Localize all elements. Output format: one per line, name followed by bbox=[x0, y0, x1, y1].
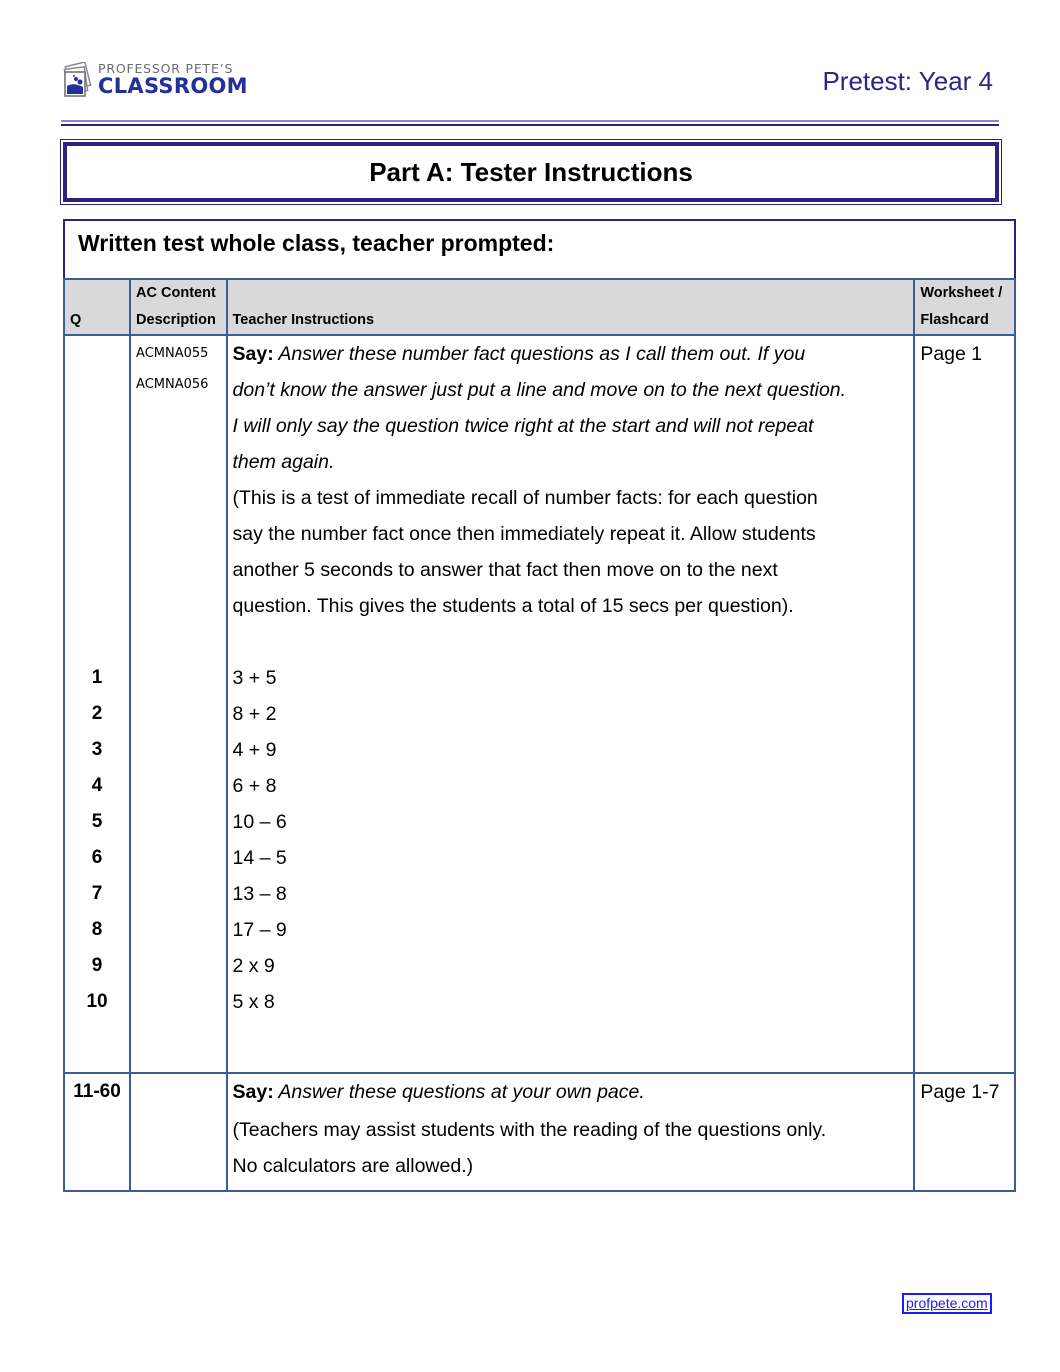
number-fact: 4 + 9 bbox=[232, 739, 277, 761]
note-line: say the number fact once then immediately repeat it. Allow students bbox=[232, 523, 816, 545]
number-fact: 2 x 9 bbox=[232, 955, 275, 977]
question-number: 1 bbox=[91, 667, 103, 688]
instructions-table bbox=[63, 278, 1016, 1192]
question-number: 5 bbox=[91, 811, 103, 832]
instruction-line: I will only say the question twice right at the start and will not repeat bbox=[232, 415, 814, 437]
column-header-ac-line1: AC Content bbox=[136, 285, 216, 301]
number-fact: 17 – 9 bbox=[232, 919, 287, 941]
brand-logo bbox=[62, 62, 248, 98]
question-number: 3 bbox=[91, 739, 103, 760]
logo-top-text: PROFESSOR PETE’S bbox=[98, 60, 234, 76]
number-fact: 13 – 8 bbox=[232, 883, 287, 905]
ac-codes-cell bbox=[130, 335, 226, 1073]
instruction-line: Say: Answer these questions at your own pace. bbox=[232, 1081, 645, 1103]
note-line: question. This gives the students a total of 15 secs per question). bbox=[232, 595, 794, 617]
say-label: Say: bbox=[232, 1081, 274, 1103]
column-header-ac-line2: Description bbox=[136, 312, 216, 328]
question-number: 8 bbox=[91, 919, 103, 940]
note-line: No calculators are allowed.) bbox=[232, 1155, 474, 1177]
question-number: 4 bbox=[91, 775, 103, 796]
number-fact: 5 x 8 bbox=[232, 991, 275, 1013]
column-header-ac bbox=[130, 279, 226, 335]
column-header-q: Q bbox=[64, 279, 130, 335]
ac-codes-cell-empty bbox=[130, 1073, 226, 1191]
question-number: 7 bbox=[91, 883, 103, 904]
section-title: Part A: Tester Instructions bbox=[369, 156, 693, 187]
note-line: (Teachers may assist students with the reading of the questions only. bbox=[232, 1119, 827, 1141]
question-number: 10 bbox=[86, 991, 108, 1012]
number-fact: 10 – 6 bbox=[232, 811, 287, 833]
logo-bottom-text: CLASSROOM bbox=[98, 74, 248, 99]
question-number: 9 bbox=[91, 955, 103, 976]
photo-stack-icon bbox=[62, 62, 92, 98]
column-header-worksheet bbox=[914, 279, 1015, 335]
question-number: 2 bbox=[91, 703, 103, 724]
instructions-table-container bbox=[63, 219, 1016, 1192]
table-row bbox=[64, 1073, 1015, 1191]
number-fact: 6 + 8 bbox=[232, 775, 277, 797]
note-line: another 5 seconds to answer that fact then move on to the next bbox=[232, 559, 778, 581]
column-header-instructions: Teacher Instructions bbox=[227, 279, 915, 335]
teacher-instructions-cell bbox=[227, 1073, 915, 1191]
question-range-cell: 11-60 bbox=[64, 1073, 130, 1191]
website-link[interactable]: profpete.com bbox=[902, 1293, 992, 1314]
ac-code: ACMNA056 bbox=[136, 377, 209, 392]
instruction-line: them again. bbox=[232, 451, 335, 473]
instruction-line: don’t know the answer just put a line and move on to the next question. bbox=[232, 379, 847, 401]
table-subheader: Written test whole class, teacher prompted: bbox=[63, 219, 1016, 278]
column-header-ws-line2: Flashcard bbox=[920, 312, 989, 328]
number-fact: 3 + 5 bbox=[232, 667, 277, 689]
question-number: 6 bbox=[91, 847, 103, 868]
ac-code: ACMNA055 bbox=[136, 346, 209, 361]
section-title-box bbox=[60, 139, 1002, 205]
number-fact: 8 + 2 bbox=[232, 703, 277, 725]
table-header-row bbox=[64, 279, 1015, 335]
worksheet-cell: Page 1 bbox=[914, 335, 1015, 1073]
note-line: (This is a test of immediate recall of number facts: for each question bbox=[232, 487, 818, 509]
worksheet-cell: Page 1-7 bbox=[914, 1073, 1015, 1191]
say-label: Say: bbox=[232, 343, 274, 365]
header-divider-light bbox=[61, 120, 999, 122]
column-header-ws-line1: Worksheet / bbox=[920, 285, 1003, 301]
number-fact: 14 – 5 bbox=[232, 847, 287, 869]
header-divider-dark bbox=[61, 124, 999, 126]
question-numbers-cell bbox=[64, 335, 130, 1073]
table-row bbox=[64, 335, 1015, 1073]
teacher-instructions-cell bbox=[227, 335, 915, 1073]
page-title: Pretest: Year 4 bbox=[822, 66, 993, 96]
instruction-line: Say: Answer these number fact questions as I call them out. If you bbox=[232, 343, 806, 365]
